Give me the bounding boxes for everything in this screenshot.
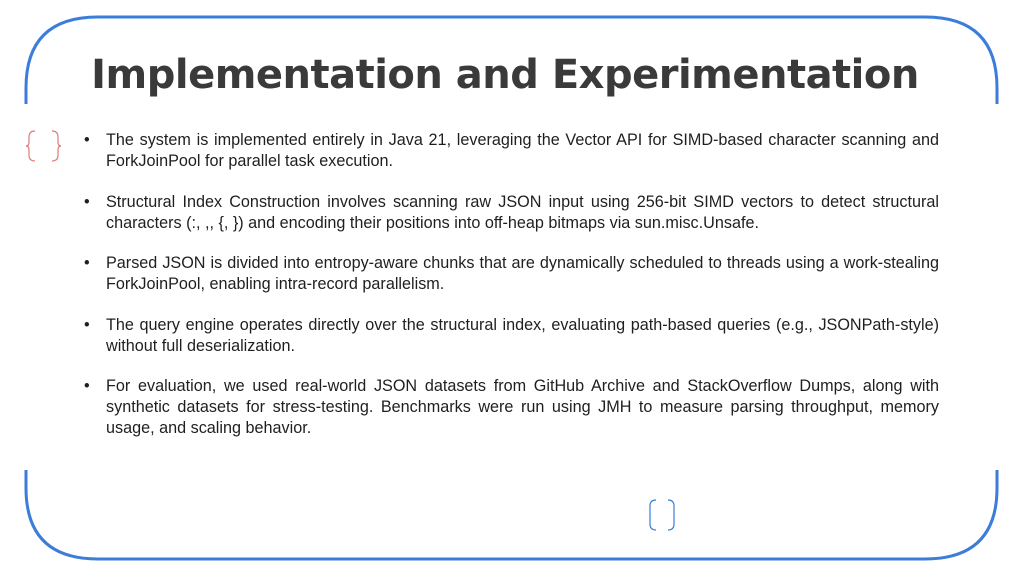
bullet-text: Parsed JSON is divided into entropy-aware chunks that are dynamically scheduled to threads using a work-stealing ForkJoinPool, enabling intra-record parallelism. bbox=[106, 254, 939, 293]
bullet-icon: • bbox=[84, 131, 90, 149]
bullet-icon: • bbox=[84, 315, 90, 334]
frame-bottom-border bbox=[26, 470, 997, 559]
left-brace-icon bbox=[26, 131, 61, 161]
bullet-icon: • bbox=[84, 377, 90, 395]
bullet-item bbox=[84, 192, 939, 234]
bottom-bracket-icon bbox=[650, 500, 674, 530]
bullet-item bbox=[84, 376, 939, 439]
bullet-text: Structural Index Construction involves scanning raw JSON input using 256-bit SIMD vectors to detect structural characters (:, ,, {, }) and encoding their positions into off-heap bitmaps via sun.misc.Unsafe. bbox=[106, 192, 939, 232]
bullet-text: The query engine operates directly over the structural index, evaluating path-based queries (e.g., JSONPath-style) without full deserialization. bbox=[106, 315, 939, 355]
slide-title: Implementation and Experimentation bbox=[91, 52, 919, 98]
bullet-list bbox=[84, 130, 939, 459]
bullet-item bbox=[84, 253, 939, 295]
bullet-icon: • bbox=[84, 254, 90, 272]
bullet-text: The system is implemented entirely in Java 21, leveraging the Vector API for SIMD-based character scanning and ForkJoinPool for parallel task execution. bbox=[106, 131, 939, 170]
bullet-item bbox=[84, 130, 939, 172]
bullet-text: For evaluation, we used real-world JSON datasets from GitHub Archive and StackOverflow Dumps, along with synthetic datasets for stress-testing. Benchmarks were run using JMH to measure parsing throughput, memory usage, and scaling behavior. bbox=[106, 377, 939, 437]
bullet-item bbox=[84, 315, 939, 357]
bullet-icon: • bbox=[84, 192, 90, 211]
